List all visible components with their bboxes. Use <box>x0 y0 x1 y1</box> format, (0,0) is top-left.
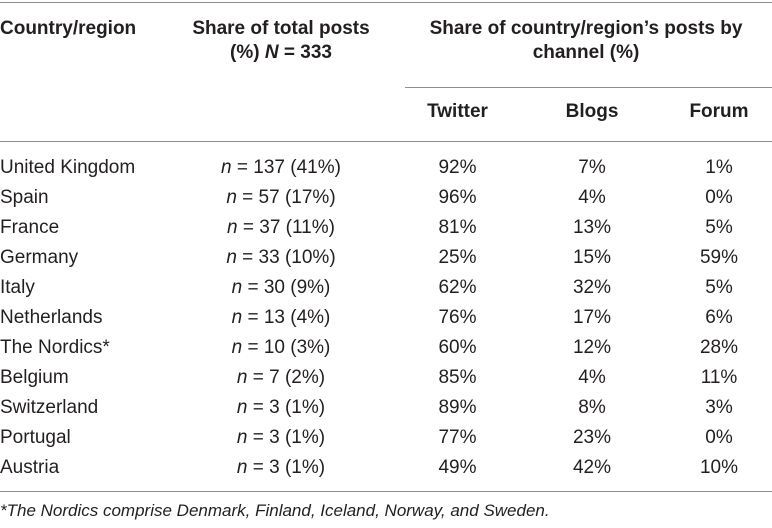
header-share-prefix: (%) <box>230 42 265 63</box>
row-country: United Kingdom <box>0 157 136 178</box>
row-blogs: 12% <box>572 337 612 358</box>
row-share-n-label: n <box>236 427 248 448</box>
channel-group-rule <box>405 87 772 88</box>
row-share-n-label: n <box>236 367 248 388</box>
row-forum: 28% <box>699 337 739 358</box>
header-share-N: N <box>264 42 279 63</box>
row-forum: 5% <box>705 217 733 238</box>
row-country: Portugal <box>0 427 71 448</box>
row-share-value: = 10 (3%) <box>242 337 331 358</box>
row-country: Italy <box>0 277 35 298</box>
row-forum: 0% <box>705 187 733 208</box>
row-share-value: = 7 (2%) <box>247 367 326 388</box>
header-share-suffix: = 333 <box>278 42 332 63</box>
row-forum: 5% <box>705 277 733 298</box>
row-share-n-label: n <box>236 397 248 418</box>
row-twitter: 92% <box>438 157 477 178</box>
row-blogs: 8% <box>578 397 606 418</box>
row-share-value: = 3 (1%) <box>247 397 326 418</box>
row-country: The Nordics* <box>0 337 110 358</box>
header-share-line2 <box>170 41 392 65</box>
top-rule <box>0 2 772 3</box>
row-blogs: 7% <box>578 157 606 178</box>
row-share-n-label: n <box>231 337 243 358</box>
row-share-n-label: n <box>231 307 243 328</box>
row-country: Germany <box>0 247 79 268</box>
row-share <box>170 306 392 330</box>
row-twitter: 81% <box>438 217 477 238</box>
row-country: Belgium <box>0 367 69 388</box>
row-forum: 10% <box>699 457 739 478</box>
header-bottom-rule <box>0 141 772 142</box>
header-country: Country/region <box>0 18 137 39</box>
row-share <box>170 426 392 450</box>
row-country: Netherlands <box>0 307 103 328</box>
row-share-value: = 13 (4%) <box>242 307 331 328</box>
row-share-value: = 3 (1%) <box>247 427 326 448</box>
row-blogs: 15% <box>572 247 612 268</box>
row-blogs: 4% <box>578 367 606 388</box>
row-share <box>170 456 392 480</box>
row-share-n-label: n <box>236 457 248 478</box>
header-channel <box>400 17 772 65</box>
header-channel-line2: channel (%) <box>532 42 640 63</box>
row-share <box>170 186 392 210</box>
row-forum: 59% <box>699 247 739 268</box>
row-twitter: 76% <box>438 307 477 328</box>
row-forum: 11% <box>700 367 738 388</box>
row-forum: 6% <box>705 307 733 328</box>
row-share-n-label: n <box>226 247 237 268</box>
row-twitter: 77% <box>438 427 477 448</box>
row-forum: 1% <box>705 157 733 178</box>
row-twitter: 60% <box>438 337 477 358</box>
row-forum: 0% <box>705 427 733 448</box>
row-share-value: = 3 (1%) <box>247 457 326 478</box>
row-share-value: = 30 (9%) <box>242 277 331 298</box>
row-country: France <box>0 217 60 238</box>
row-blogs: 4% <box>578 187 606 208</box>
row-twitter: 62% <box>438 277 477 298</box>
row-blogs: 42% <box>572 457 612 478</box>
row-share-n-label: n <box>226 187 237 208</box>
row-twitter: 25% <box>438 247 477 268</box>
header-forum: Forum <box>689 101 749 122</box>
row-share-value: = 33 (10%) <box>236 247 336 268</box>
row-share <box>170 276 392 300</box>
table-footnote: *The Nordics comprise Denmark, Finland, Iceland, Norway, and Sweden. <box>0 501 550 520</box>
row-share-n-label: n <box>227 217 238 238</box>
row-forum: 3% <box>705 397 733 418</box>
row-share-n-label: n <box>221 157 232 178</box>
row-share <box>170 366 392 390</box>
row-country: Austria <box>0 457 60 478</box>
header-share <box>170 17 392 65</box>
row-share <box>170 336 392 360</box>
row-blogs: 32% <box>572 277 612 298</box>
row-share-value: = 137 (41%) <box>231 157 341 178</box>
row-share <box>170 156 392 180</box>
row-share-value: = 57 (17%) <box>236 187 336 208</box>
row-country: Spain <box>0 187 49 208</box>
header-blogs: Blogs <box>565 101 619 122</box>
header-channel-line1: Share of country/region’s posts by <box>429 18 743 39</box>
row-blogs: 23% <box>572 427 612 448</box>
row-share-n-label: n <box>231 277 243 298</box>
row-share-value: = 37 (11%) <box>237 217 335 238</box>
row-share <box>170 246 392 270</box>
row-twitter: 85% <box>438 367 477 388</box>
row-blogs: 13% <box>572 217 612 238</box>
row-blogs: 17% <box>572 307 612 328</box>
row-twitter: 89% <box>438 397 477 418</box>
row-twitter: 49% <box>438 457 477 478</box>
header-twitter: Twitter <box>427 101 488 122</box>
row-twitter: 96% <box>438 187 477 208</box>
body-bottom-rule <box>0 491 772 492</box>
row-share <box>170 396 392 420</box>
header-share-line1: Share of total posts <box>192 18 370 39</box>
row-share <box>170 216 392 240</box>
row-country: Switzerland <box>0 397 99 418</box>
